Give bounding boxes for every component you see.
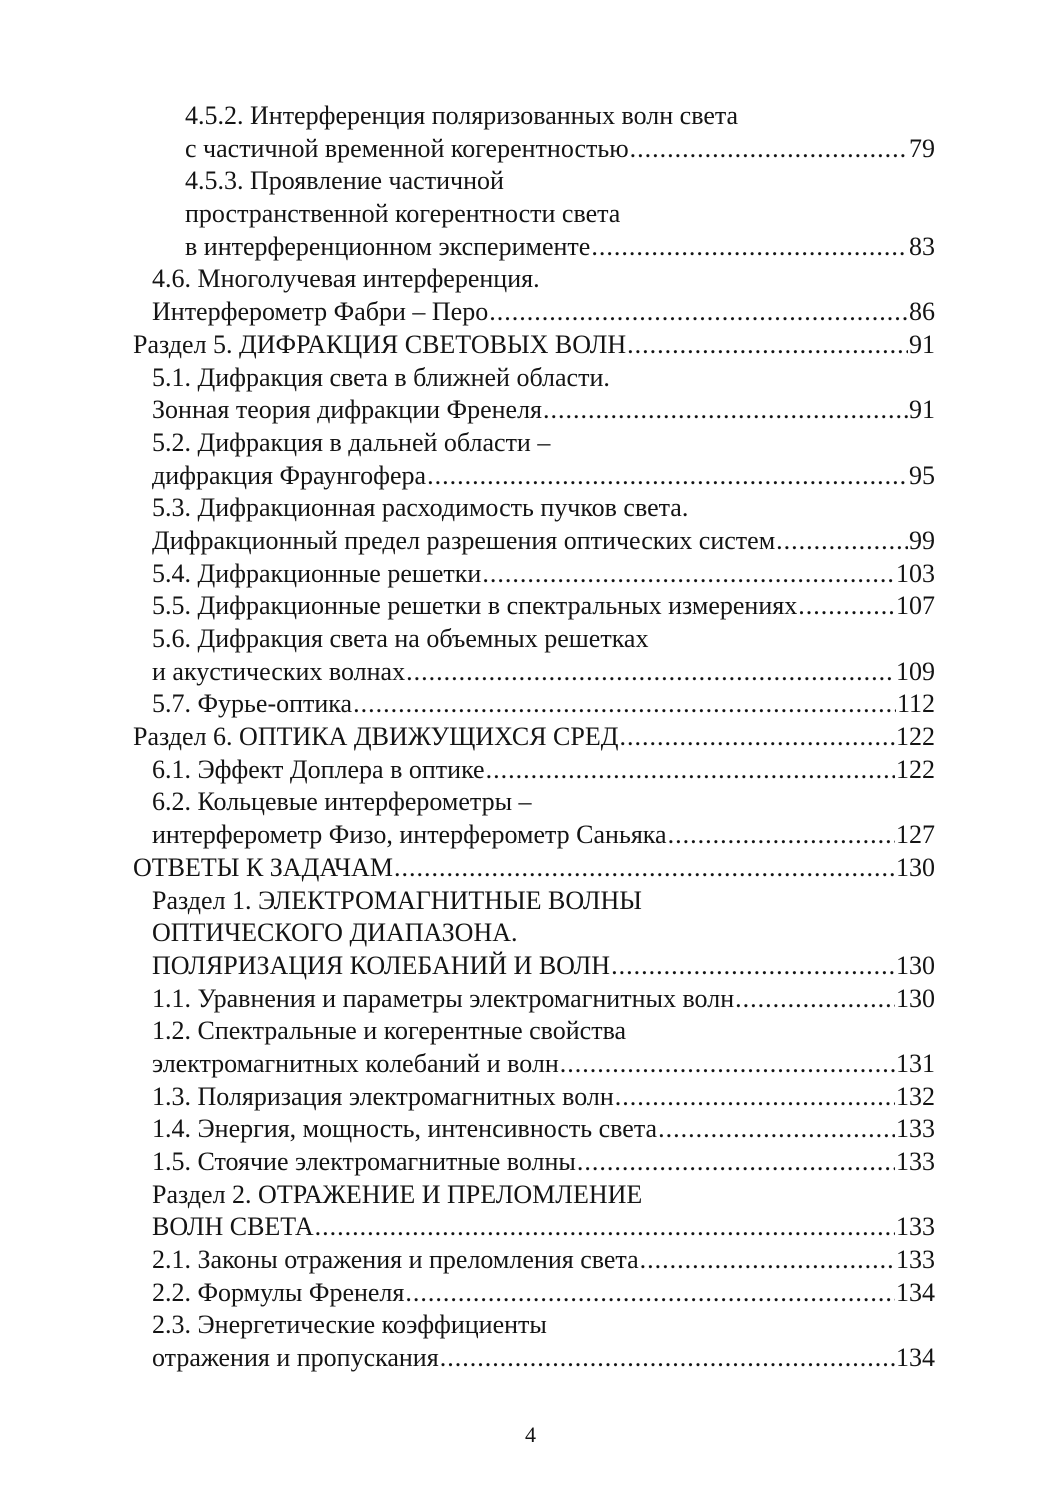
- toc-page-number: 83: [909, 231, 935, 261]
- toc-entry: [0, 1179, 1061, 1212]
- toc-entry-text: 4.5.3. Проявление частичной: [185, 166, 504, 196]
- toc-entry-text: Раздел 6. ОПТИКА ДВИЖУЩИХСЯ СРЕД: [133, 722, 619, 752]
- toc-entry-text: и акустических волнах: [152, 656, 406, 686]
- dot-leader: [619, 721, 895, 754]
- dot-leader: [668, 819, 895, 852]
- dot-leader: [486, 754, 895, 787]
- toc-entry: [0, 950, 1061, 983]
- toc-entry: [0, 885, 1061, 918]
- toc-entry: [0, 165, 1061, 198]
- toc-page-number: 133: [896, 1212, 935, 1242]
- toc-entry: [0, 198, 1061, 231]
- toc-page-number: 133: [896, 1147, 935, 1176]
- toc-entry-text: с частичной временной когерентностью: [185, 133, 629, 163]
- toc-entry: [0, 263, 1061, 296]
- toc-entry: [0, 100, 1061, 133]
- dot-leader: [353, 688, 896, 721]
- toc-entry-text: пространственной когерентности света: [185, 199, 621, 229]
- toc-entry-text: 5.4. Дифракционные решетки: [152, 558, 482, 588]
- toc-page-number: 79: [909, 133, 935, 163]
- toc-page-number: 127: [896, 820, 935, 850]
- toc-entry-text: 5.7. Фурье-оптика: [152, 689, 353, 719]
- dot-leader: [577, 1146, 895, 1179]
- toc-entry-text: Интерферометр Фабри – Перо: [152, 297, 489, 327]
- toc-entry-text: 4.6. Многолучевая интерференция.: [152, 264, 540, 294]
- toc-entry: [0, 1146, 1061, 1179]
- toc-entry-text: ОТВЕТЫ К ЗАДАЧАМ: [133, 852, 393, 882]
- toc-page-number: 132: [896, 1081, 935, 1111]
- toc-entry-text: интерферометр Физо, интерферометр Саньяка: [152, 820, 667, 850]
- toc-entry-text: Дифракционный предел разрешения оптических систем: [152, 525, 776, 555]
- toc-entry: [0, 558, 1061, 591]
- toc-entry-text: ПОЛЯРИЗАЦИЯ КОЛЕБАНИЙ И ВОЛН: [152, 950, 611, 980]
- toc-entry: [0, 1048, 1061, 1081]
- dot-leader: [406, 656, 895, 689]
- page-number: 4: [525, 1422, 536, 1447]
- toc-entry: [0, 590, 1061, 623]
- dot-leader: [658, 1113, 895, 1146]
- toc-page-number: 133: [896, 1114, 935, 1144]
- toc-entry-text: 5.3. Дифракционная расходимость пучков света.: [152, 493, 689, 523]
- dot-leader: [440, 1342, 895, 1375]
- toc-entry-text: 5.6. Дифракция света на объемных решетках: [152, 624, 649, 653]
- toc-entry-text: дифракция Фраунгофера: [152, 460, 427, 490]
- toc-page-number: 103: [896, 558, 935, 588]
- toc-entry: [0, 721, 1061, 754]
- toc-page-number: 86: [909, 297, 935, 327]
- toc-entry: [0, 1342, 1061, 1375]
- toc-entry-text: 2.2. Формулы Френеля: [152, 1277, 405, 1307]
- table-of-contents: [0, 100, 1061, 1375]
- toc-entry: [0, 1309, 1061, 1342]
- dot-leader: [630, 133, 908, 166]
- toc-page-number: 130: [896, 852, 935, 882]
- toc-entry-text: ОПТИЧЕСКОГО ДИАПАЗОНА.: [152, 918, 518, 948]
- toc-page-number: 134: [896, 1277, 935, 1307]
- dot-leader: [427, 460, 908, 493]
- toc-entry: [0, 688, 1061, 721]
- toc-entry: [0, 917, 1061, 950]
- toc-entry: [0, 1081, 1061, 1114]
- toc-entry: [0, 525, 1061, 558]
- toc-page-number: 109: [896, 656, 935, 686]
- dot-leader: [543, 394, 908, 427]
- toc-entry-text: 1.5. Стоячие электромагнитные волны: [152, 1147, 576, 1176]
- toc-page-number: 91: [909, 329, 935, 359]
- toc-page-number: 107: [896, 591, 935, 621]
- toc-entry-text: Зонная теория дифракции Френеля: [152, 395, 542, 425]
- dot-leader: [405, 1277, 895, 1310]
- toc-entry-text: 1.2. Спектральные и когерентные свойства: [152, 1016, 627, 1046]
- toc-entry-text: отражения и пропускания: [152, 1343, 439, 1373]
- dot-leader: [776, 525, 908, 558]
- toc-entry-text: 5.2. Дифракция в дальней области –: [152, 427, 551, 457]
- toc-entry: [0, 1244, 1061, 1277]
- dot-leader: [482, 558, 895, 591]
- toc-entry-text: 6.1. Эффект Доплера в оптике: [152, 754, 485, 784]
- toc-entry-text: 1.1. Уравнения и параметры электромагнитных волн: [152, 983, 735, 1013]
- dot-leader: [489, 296, 908, 329]
- dot-leader: [591, 231, 908, 264]
- toc-entry-text: 2.1. Законы отражения и преломления света: [152, 1245, 639, 1275]
- toc-entry: [0, 819, 1061, 852]
- toc-entry: [0, 1015, 1061, 1048]
- toc-page-number: 133: [896, 1245, 935, 1275]
- toc-page-number: 99: [909, 525, 935, 555]
- toc-page-number: 122: [896, 754, 935, 784]
- toc-page-number: 122: [896, 722, 935, 752]
- toc-entry: [0, 362, 1061, 395]
- toc-entry: [0, 133, 1061, 166]
- toc-entry-text: 1.3. Поляризация электромагнитных волн: [152, 1081, 614, 1111]
- dot-leader: [798, 590, 895, 623]
- toc-entry-text: 4.5.2. Интерференция поляризованных волн света: [185, 101, 739, 130]
- dot-leader: [615, 1081, 895, 1114]
- toc-entry: [0, 656, 1061, 689]
- toc-entry-text: 5.5. Дифракционные решетки в спектральных измерениях: [152, 591, 798, 621]
- toc-entry-text: 1.4. Энергия, мощность, интенсивность света: [152, 1114, 658, 1144]
- toc-entry-text: Раздел 5. ДИФРАКЦИЯ СВЕТОВЫХ ВОЛН: [133, 329, 627, 359]
- toc-entry: [0, 983, 1061, 1016]
- toc-page-number: 130: [896, 950, 935, 980]
- toc-entry: [0, 1211, 1061, 1244]
- toc-entry: [0, 329, 1061, 362]
- toc-entry: [0, 786, 1061, 819]
- toc-page-number: 95: [909, 460, 935, 490]
- toc-entry-text: 2.3. Энергетические коэффициенты: [152, 1310, 547, 1340]
- toc-entry: [0, 852, 1061, 885]
- dot-leader: [560, 1048, 895, 1081]
- toc-page-number: 131: [896, 1048, 935, 1078]
- toc-entry: [0, 427, 1061, 460]
- toc-entry: [0, 623, 1061, 656]
- toc-entry-text: в интерференционном эксперименте: [185, 231, 591, 261]
- toc-page-number: 91: [909, 395, 935, 425]
- toc-entry: [0, 460, 1061, 493]
- dot-leader: [394, 852, 895, 885]
- toc-page-number: 134: [896, 1343, 935, 1373]
- toc-entry-text: 6.2. Кольцевые интерферометры –: [152, 787, 532, 817]
- dot-leader: [735, 983, 895, 1016]
- toc-entry: [0, 394, 1061, 427]
- dot-leader: [611, 950, 895, 983]
- toc-entry-text: Раздел 2. ОТРАЖЕНИЕ И ПРЕЛОМЛЕНИЕ: [152, 1179, 643, 1209]
- toc-entry: [0, 1113, 1061, 1146]
- toc-entry-text: электромагнитных колебаний и волн: [152, 1048, 559, 1078]
- toc-entry-text: Раздел 1. ЭЛЕКТРОМАГНИТНЫЕ ВОЛНЫ: [152, 885, 642, 915]
- dot-leader: [627, 329, 908, 362]
- dot-leader: [640, 1244, 895, 1277]
- dot-leader: [315, 1211, 895, 1244]
- toc-entry-text: 5.1. Дифракция света в ближней области.: [152, 362, 610, 392]
- toc-entry: [0, 754, 1061, 787]
- toc-entry-text: ВОЛН СВЕТА: [152, 1212, 314, 1242]
- toc-page-number: 112: [896, 689, 935, 719]
- toc-page-number: 130: [896, 983, 935, 1013]
- toc-entry: [0, 1277, 1061, 1310]
- toc-entry: [0, 492, 1061, 525]
- toc-entry: [0, 296, 1061, 329]
- toc-entry: [0, 231, 1061, 264]
